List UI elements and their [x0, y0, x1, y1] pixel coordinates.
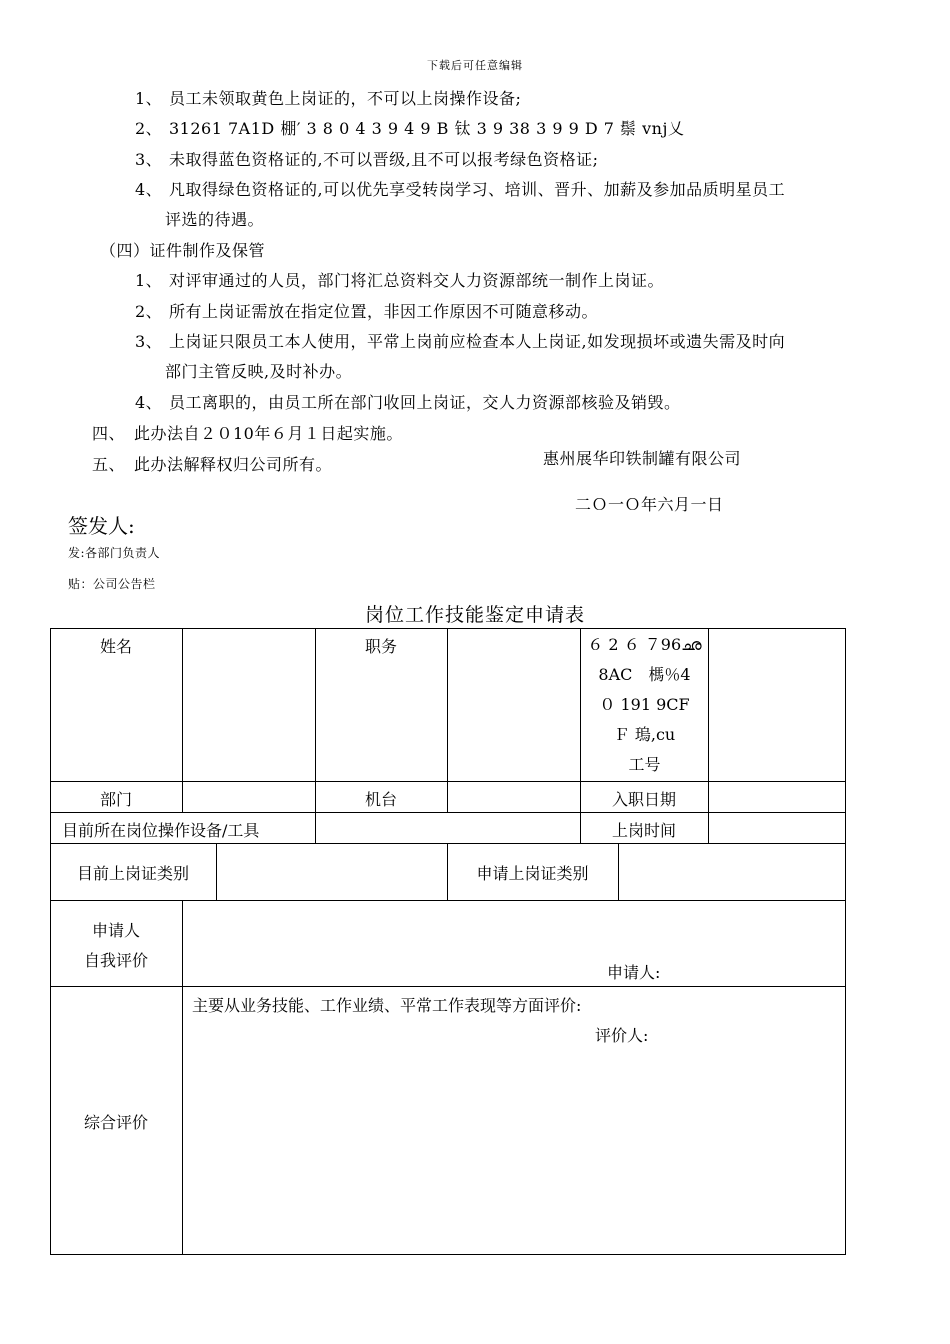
list-item: 2、 31261 7A1D 棚′ 3 8 0 4 3 9 4 9 B 钛 3 9 38 3 9 9 D 7 鬃 vnj乂 — [135, 119, 685, 138]
machine-field[interactable] — [448, 782, 580, 812]
header-note: 下载后可任意编辑 — [427, 59, 523, 72]
department-label: 部门 — [99, 790, 132, 809]
article-4: 四、 此办法自２０10年６月１日起实施。 — [92, 424, 403, 443]
employee-id-label-garbled: ６ 2 ６ ７96ഛ 8AC 榪％4 ０ 191 9CF Ｆ 瑦,cu 工号 — [587, 635, 702, 774]
issuer-label: 签发人: — [68, 514, 135, 538]
list-item: 4、 员工离职的，由员工所在部门收回上岗证，交人力资源部核验及销毁。 — [135, 393, 681, 412]
hire-date-field[interactable] — [709, 782, 845, 812]
section-heading: （四）证件制作及保管 — [100, 241, 266, 260]
equipment-field[interactable] — [316, 813, 580, 843]
overall-eval-hint: 主要从业务技能、工作业绩、平常工作表现等方面评价: — [192, 996, 582, 1015]
current-cert-label: 目前上岗证类别 — [76, 864, 189, 883]
current-cert-field[interactable] — [217, 844, 447, 900]
send-to: 发:各部门负责人 — [68, 546, 161, 560]
machine-label: 机台 — [364, 790, 397, 809]
equipment-label: 目前所在岗位操作设备/工具 — [62, 821, 260, 840]
evaluator-signature-label: 评价人: — [595, 1026, 649, 1045]
employee-id-field[interactable] — [709, 629, 845, 781]
onduty-time-field[interactable] — [709, 813, 845, 843]
list-item-continuation: 部门主管反映,及时补办。 — [165, 362, 353, 381]
list-item: 3、 未取得蓝色资格证的,不可以晋级,且不可以报考绿色资格证; — [135, 150, 599, 169]
form-title: 岗位工作技能鉴定申请表 — [364, 604, 585, 626]
overall-eval-field[interactable] — [183, 987, 845, 1254]
company-name: 惠州展华印铁制罐有限公司 — [543, 449, 742, 468]
overall-eval-label: 综合评价 — [83, 1113, 148, 1132]
department-field[interactable] — [183, 782, 315, 812]
position-label: 职务 — [364, 637, 397, 656]
applicant-signature-label: 申请人: — [607, 963, 661, 982]
article-5: 五、 此办法解释权归公司所有。 — [92, 455, 333, 474]
list-item-continuation: 评选的待遇。 — [165, 210, 265, 229]
position-field[interactable] — [448, 629, 580, 781]
apply-cert-field[interactable] — [619, 844, 845, 900]
list-item: 1、 员工未领取黄色上岗证的，不可以上岗操作设备; — [135, 89, 522, 108]
list-item: 1、 对评审通过的人员，部门将汇总资料交人力资源部统一制作上岗证。 — [135, 271, 665, 290]
onduty-time-label: 上岗时间 — [611, 821, 676, 840]
list-item: 4、 凡取得绿色资格证的,可以优先享受转岗学习、培训、晋升、加薪及参加品质明星员工 — [135, 180, 786, 199]
list-item: 3、 上岗证只限员工本人使用，平常上岗前应检查本人上岗证,如发现损坏或遗失需及时向 — [135, 332, 786, 351]
post-to: 贴：公司公告栏 — [68, 577, 156, 591]
name-label: 姓名 — [99, 637, 132, 656]
name-field[interactable] — [183, 629, 315, 781]
hire-date-label: 入职日期 — [611, 790, 676, 809]
self-eval-field[interactable] — [183, 901, 845, 986]
issue-date: 二Ｏ一Ｏ年六月一日 — [575, 495, 724, 514]
apply-cert-label: 申请上岗证类别 — [476, 864, 589, 883]
list-item: 2、 所有上岗证需放在指定位置，非因工作原因不可随意移动。 — [135, 302, 599, 321]
self-eval-label: 申请人 自我评价 — [83, 921, 148, 970]
